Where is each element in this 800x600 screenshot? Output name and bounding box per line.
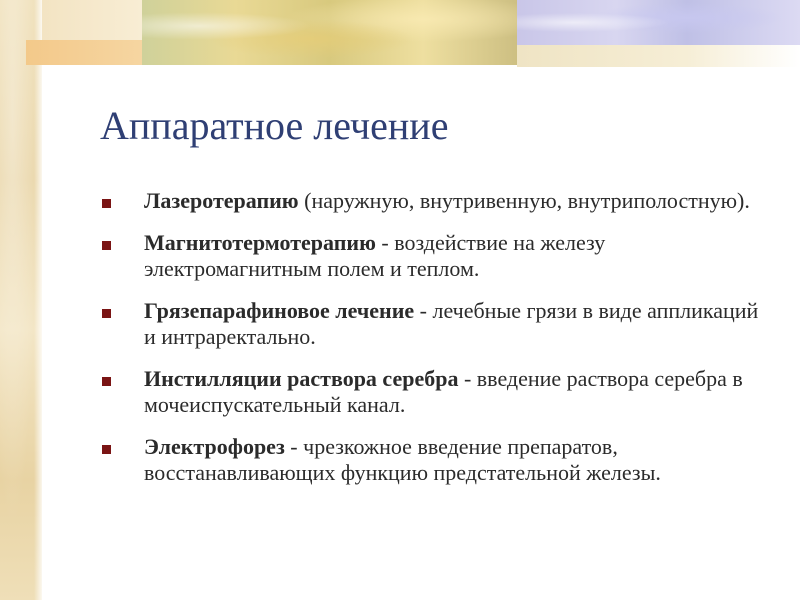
- bullet-list: [100, 188, 770, 502]
- square-bullet-icon: [102, 241, 111, 250]
- square-bullet-icon: [102, 377, 111, 386]
- bullet-term: Электрофорез: [144, 434, 285, 459]
- bullet-text: (наружную, внутривенную, внутриполостную).: [298, 188, 750, 213]
- bullet-text: - введение раствора серебра в мочеиспускательный канал.: [144, 366, 743, 417]
- orange-band-decoration: [26, 40, 156, 65]
- bullet-text: - лечебные грязи в виде аппликаций и интраректально.: [144, 298, 759, 349]
- grain-band-decoration: [517, 45, 800, 67]
- bullet-item-mud: [100, 298, 770, 350]
- cream-band-decoration: [42, 0, 142, 40]
- bullet-term: Магнитотермотерапию: [144, 230, 376, 255]
- square-bullet-icon: [102, 309, 111, 318]
- slide-title: Аппаратное лечение: [100, 103, 449, 148]
- bullet-item-electrophoresis: [100, 434, 770, 486]
- top-decorative-banner: [42, 0, 800, 70]
- bullet-item-silver: [100, 366, 770, 418]
- bullet-item-laser: [100, 188, 770, 214]
- square-bullet-icon: [102, 445, 111, 454]
- bullet-item-magnet: [100, 230, 770, 282]
- leaves-photo-decoration: [142, 0, 517, 65]
- blue-flowers-photo-decoration: [517, 0, 800, 45]
- bullet-term: Грязепарафиновое лечение: [144, 298, 415, 323]
- bullet-text: - чрезкожное введение препаратов, восстанавливающих функцию предстательной железы.: [144, 434, 661, 485]
- bullet-term: Лазеротерапию: [144, 188, 299, 213]
- bullet-text: - воздействие на железу электромагнитным полем и теплом.: [144, 230, 606, 281]
- square-bullet-icon: [102, 199, 111, 208]
- parchment-strip-decoration: [0, 0, 42, 600]
- bullet-term: Инстилляции раствора серебра: [144, 366, 459, 391]
